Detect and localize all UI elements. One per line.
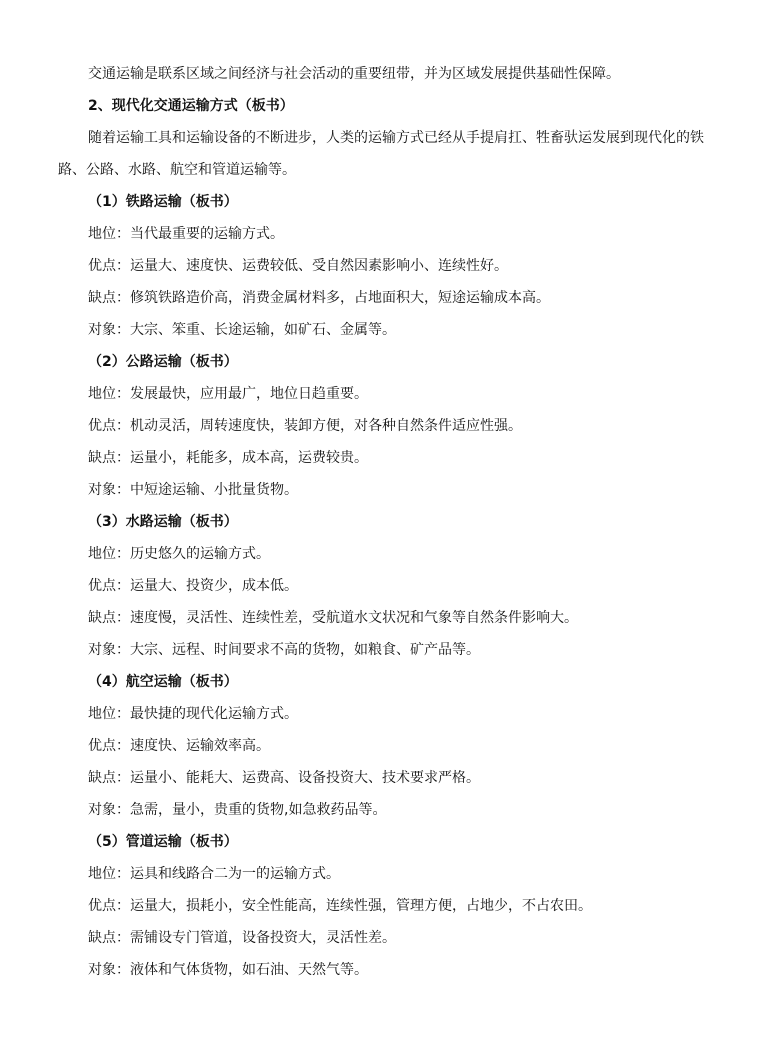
- list-item: 优点：运量大，损耗小，安全性能高，连续性强，管理方便，占地少，不占农田。: [88, 898, 592, 914]
- list-item: 缺点：运量小，耗能多，成本高，运费较贵。: [88, 450, 368, 466]
- list-item: 优点：机动灵活，周转速度快，装卸方便，对各种自然条件适应性强。: [88, 418, 522, 434]
- list-item: 缺点：运量小、能耗大、运费高、设备投资大、技术要求严格。: [88, 770, 480, 786]
- air-section: [58, 666, 710, 826]
- list-item: 优点：运量大、投资少，成本低。: [88, 578, 298, 594]
- list-item: 对象：液体和气体货物，如石油、天然气等。: [88, 962, 368, 978]
- intro-paragraph: 随着运输工具和运输设备的不断进步，人类的运输方式已经从手提肩扛、牲畜驮运发展到现代化的铁路、公路、水路、航空和管道运输等。: [58, 130, 704, 178]
- intro-line: 交通运输是联系区域之间经济与社会活动的重要纽带，并为区域发展提供基础性保障。: [88, 66, 620, 82]
- list-item: 对象：急需，量小，贵重的货物,如急救药品等。: [88, 802, 387, 818]
- section-heading: 2、现代化交通运输方式（板书）: [88, 98, 294, 114]
- list-item: 地位：当代最重要的运输方式。: [88, 226, 284, 242]
- section-title: （3）水路运输（板书）: [88, 514, 238, 530]
- section-title: （2）公路运输（板书）: [88, 354, 238, 370]
- water-section: [58, 506, 710, 666]
- list-item: 缺点：需铺设专门管道，设备投资大，灵活性差。: [88, 930, 396, 946]
- section-title: （1）铁路运输（板书）: [88, 194, 238, 210]
- list-item: 地位：最快捷的现代化运输方式。: [88, 706, 298, 722]
- list-item: 地位：历史悠久的运输方式。: [88, 546, 270, 562]
- list-item: 地位：发展最快，应用最广，地位日趋重要。: [88, 386, 368, 402]
- list-item: 对象：大宗、远程、时间要求不高的货物，如粮食、矿产品等。: [88, 642, 480, 658]
- list-item: 地位：运具和线路合二为一的运输方式。: [88, 866, 340, 882]
- list-item: 对象：大宗、笨重、长途运输，如矿石、金属等。: [88, 322, 396, 338]
- pipeline-section: [58, 826, 710, 986]
- section-title: （4）航空运输（板书）: [88, 674, 238, 690]
- list-item: 优点：速度快、运输效率高。: [88, 738, 270, 754]
- list-item: 优点：运量大、速度快、运费较低、受自然因素影响小、连续性好。: [88, 258, 508, 274]
- list-item: 对象：中短途运输、小批量货物。: [88, 482, 298, 498]
- railway-section: [58, 186, 710, 346]
- section-title: （5）管道运输（板书）: [88, 834, 238, 850]
- list-item: 缺点：修筑铁路造价高，消费金属材料多，占地面积大，短途运输成本高。: [88, 290, 550, 306]
- road-section: [58, 346, 710, 506]
- list-item: 缺点：速度慢，灵活性、连续性差，受航道水文状况和气象等自然条件影响大。: [88, 610, 578, 626]
